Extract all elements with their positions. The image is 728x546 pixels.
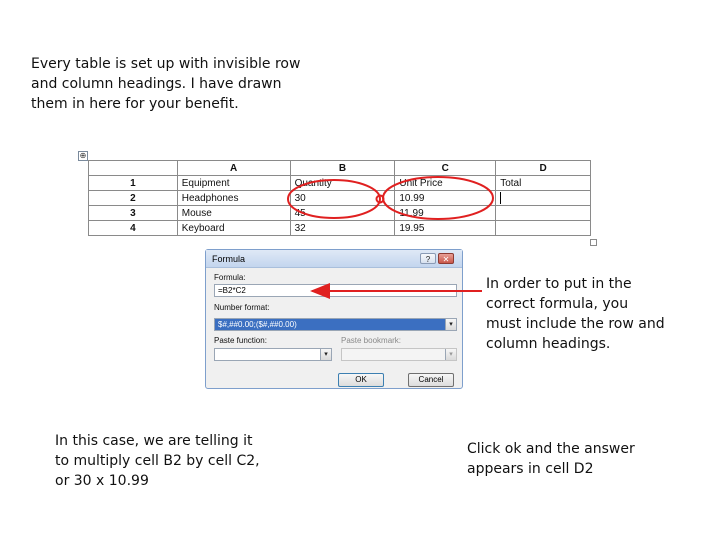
table-cell-d2[interactable] [496, 191, 591, 206]
table-cell-d4[interactable] [496, 221, 591, 236]
ok-button[interactable]: OK [338, 373, 384, 387]
table-cell-a3[interactable]: Mouse [177, 206, 290, 221]
text-cursor [500, 192, 501, 204]
table-move-handle-icon[interactable]: ⊕ [79, 151, 87, 160]
table-cell-c1[interactable]: Unit Price [395, 176, 496, 191]
column-heading-b: B [290, 161, 395, 176]
table-cell-b1[interactable]: Quantity [290, 176, 395, 191]
formula-dialog [205, 249, 463, 389]
table-cell-b4[interactable]: 32 [290, 221, 395, 236]
table-cell-b2[interactable]: 30 [290, 191, 395, 206]
table-cell-b3[interactable]: 45 [290, 206, 395, 221]
paste-function-select[interactable] [214, 348, 332, 361]
column-heading-c: C [395, 161, 496, 176]
paste-function-label: Paste function: [214, 336, 267, 345]
formula-input[interactable]: =B2*C2 [214, 284, 457, 297]
corner-cell [89, 161, 178, 176]
chevron-down-icon[interactable]: ▾ [445, 319, 456, 330]
number-format-label: Number format: [214, 303, 270, 312]
row-heading: 2 [89, 191, 178, 206]
formula-label: Formula: [214, 273, 246, 282]
table-row [89, 176, 591, 191]
table-cell-a2[interactable]: Headphones [177, 191, 290, 206]
instruction-text-top: Every table is set up with invisible row and column headings. I have drawn them in here for your benefit. [31, 56, 301, 112]
dialog-title: Formula [212, 254, 246, 264]
table-row [89, 206, 591, 221]
instruction-text-right: In order to put in the correct formula, you must include the row and column headings. [486, 276, 665, 352]
table-cell-a1[interactable]: Equipment [177, 176, 290, 191]
table-cell-d1[interactable]: Total [496, 176, 591, 191]
chevron-down-icon: ▾ [445, 349, 456, 360]
word-table [88, 160, 591, 236]
table-cell-c3[interactable]: 11.99 [395, 206, 496, 221]
equipment-table [88, 160, 591, 236]
chevron-down-icon[interactable]: ▾ [320, 349, 331, 360]
column-heading-d: D [496, 161, 591, 176]
column-heading-a: A [177, 161, 290, 176]
dialog-title-bar[interactable] [206, 250, 462, 268]
table-cell-c4[interactable]: 19.95 [395, 221, 496, 236]
number-format-select[interactable] [214, 318, 457, 331]
instruction-text-bottom-right: Click ok and the answer appears in cell D2 [467, 441, 635, 477]
cancel-button[interactable]: Cancel [408, 373, 454, 387]
paste-bookmark-label: Paste bookmark: [341, 336, 402, 345]
table-resize-handle[interactable] [590, 239, 597, 246]
instruction-text-bottom-left: In this case, we are telling it to multiply cell B2 by cell C2, or 30 x 10.99 [55, 433, 260, 489]
help-icon[interactable]: ? [420, 253, 436, 264]
row-heading: 1 [89, 176, 178, 191]
close-icon[interactable]: ✕ [438, 253, 454, 264]
table-cell-d3[interactable] [496, 206, 591, 221]
table-row [89, 221, 591, 236]
table-cell-a4[interactable]: Keyboard [177, 221, 290, 236]
row-heading: 4 [89, 221, 178, 236]
paste-bookmark-select[interactable] [341, 348, 457, 361]
table-row [89, 191, 591, 206]
row-heading: 3 [89, 206, 178, 221]
table-cell-c2[interactable]: 10.99 [395, 191, 496, 206]
column-heading-row [89, 161, 591, 176]
number-format-value: $#,##0.00;($#,##0.00) [218, 320, 297, 329]
